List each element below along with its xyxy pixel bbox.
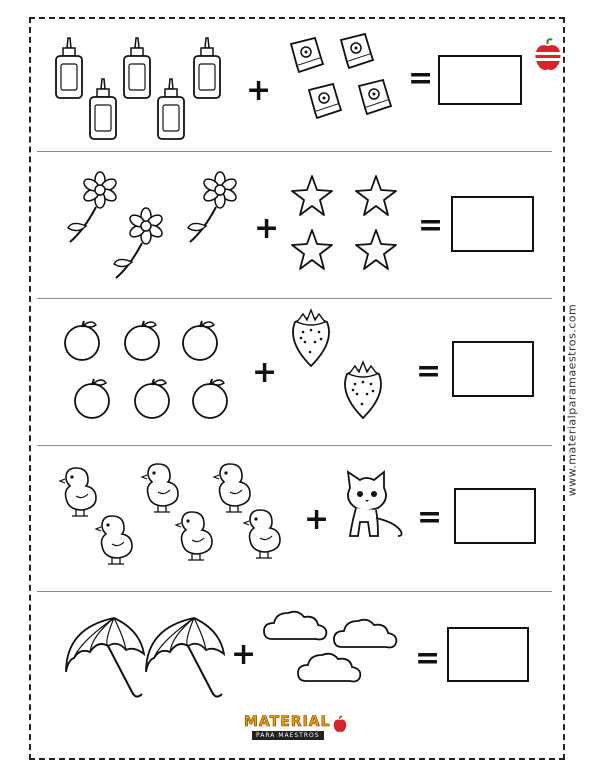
star-group (290, 172, 410, 278)
strawberry-group (285, 306, 400, 426)
answer-box[interactable] (447, 627, 529, 682)
plus-sign: + (246, 73, 272, 108)
glue-bottle-icon (56, 38, 82, 98)
website-text: www.materialparamaestros.com (565, 303, 579, 497)
equals-sign: = (415, 641, 441, 676)
plus-sign: + (254, 211, 280, 246)
logo-subtitle: PARA MAESTROS (252, 731, 324, 740)
answer-box[interactable] (452, 341, 534, 397)
umbrella-group (62, 612, 232, 704)
row-divider (37, 591, 552, 592)
glue-bottle-icon (124, 38, 150, 98)
glue-bottle-icon (158, 79, 184, 139)
pencil-sharpener-group (285, 30, 400, 135)
apple-logo-icon (532, 38, 564, 78)
answer-box[interactable] (438, 55, 522, 105)
kitten-icon (342, 470, 412, 550)
orange-group (62, 315, 242, 435)
equals-sign: = (418, 208, 444, 243)
apple-icon (332, 716, 348, 734)
answer-box[interactable] (454, 488, 536, 544)
answer-box[interactable] (451, 196, 534, 252)
plus-sign: + (252, 355, 278, 390)
cloud-group (262, 605, 407, 690)
flower-group (50, 168, 250, 278)
footer-logo (244, 714, 354, 744)
row-divider (37, 151, 552, 152)
chick-group (58, 460, 298, 585)
equals-sign: = (416, 354, 442, 389)
equals-sign: = (417, 500, 443, 535)
glue-bottle-group (48, 35, 248, 145)
plus-sign: + (231, 637, 257, 672)
plus-sign: + (304, 502, 330, 537)
row-divider (37, 298, 552, 299)
row-divider (37, 445, 552, 446)
glue-bottle-icon (194, 38, 220, 98)
logo-title: MATERIAL (244, 714, 331, 730)
equals-sign: = (408, 61, 434, 96)
glue-bottle-icon (90, 79, 116, 139)
